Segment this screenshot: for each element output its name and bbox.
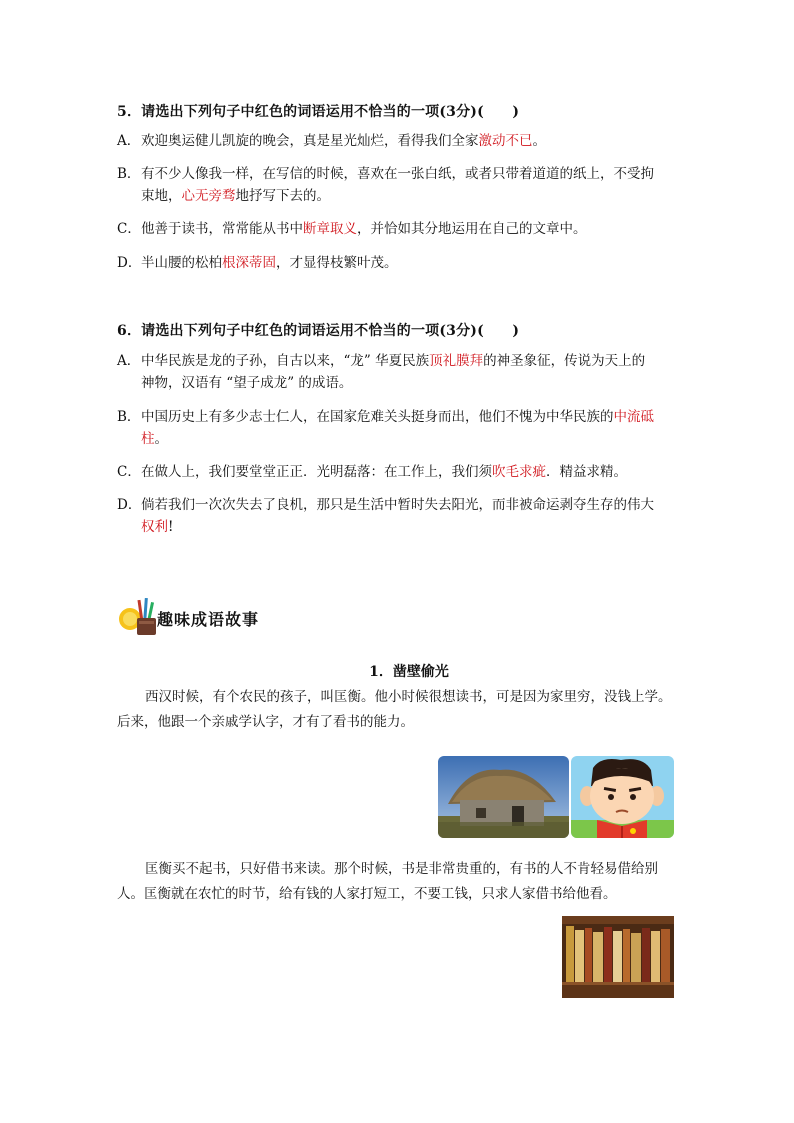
option-label: C． xyxy=(117,464,141,480)
story-paragraph-1: 西汉时候，有个农民的孩子，叫匡衡。他小时候很想读书，可是因为家里穷，没钱上学。后来，他跟一个亲戚学认字，才有了看书的能力。 xyxy=(117,689,672,730)
option-text: 他善于读书，常常能从书中 xyxy=(141,221,303,237)
story-title: 1．凿壁偷光 xyxy=(369,664,449,680)
red-phrase: 心无旁骛 xyxy=(181,188,236,204)
q6-option-c xyxy=(117,461,677,483)
red-phrase: 根深蒂固 xyxy=(222,255,276,271)
option-label: A． xyxy=(117,133,141,149)
option-text: 地抒写下去的。 xyxy=(235,188,330,204)
option-text: ，并恰如其分地运用在自己的文章中。 xyxy=(357,221,587,237)
q5-option-a xyxy=(117,130,677,152)
option-label: D． xyxy=(117,255,142,271)
option-text: 中华民族是龙的子孙，自古以来，“龙” 华夏民族 xyxy=(141,353,430,369)
q6-option-a xyxy=(117,350,677,394)
red-phrase: 柱 xyxy=(141,431,155,447)
bookshelf-image xyxy=(562,916,674,998)
option-text: 倘若我们一次次失去了良机，那只是生活中暂时失去阳光，而非被命运剥夺生存的伟大 xyxy=(141,497,654,513)
pencil-cup-icon xyxy=(117,596,161,636)
option-text: 欢迎奥运健儿凯旋的晚会，真是星光灿烂，看得我们全家 xyxy=(141,133,479,149)
option-label: D． xyxy=(117,497,142,513)
option-text: 半山腰的松柏 xyxy=(141,255,222,271)
option-text: 在做人上，我们要堂堂正正．光明磊落：在工作上，我们须 xyxy=(141,464,492,480)
option-text: ．精益求精。 xyxy=(546,464,627,480)
red-phrase: 激动不已 xyxy=(478,133,533,149)
red-phrase: 权利 xyxy=(141,519,168,535)
q5-option-d xyxy=(117,252,677,274)
thatched-house-image xyxy=(438,756,569,838)
q6-option-d xyxy=(117,494,677,538)
red-phrase: 顶礼膜拜 xyxy=(429,353,484,369)
q5-option-b xyxy=(117,163,677,207)
option-label: B． xyxy=(117,409,141,425)
question-6-title: 6．请选出下列句子中红色的词语运用不恰当的一项(3分)( ) xyxy=(117,323,520,339)
red-phrase: 断章取义 xyxy=(303,221,357,237)
option-text: 。 xyxy=(154,431,168,447)
cartoon-boy-reading-image xyxy=(571,756,674,838)
option-text: 的神圣象征，传说为天上的 xyxy=(483,353,646,369)
option-text: 神物，汉语有 “望子成龙” 的成语。 xyxy=(141,375,353,391)
q6-option-b xyxy=(117,406,677,450)
q5-option-c xyxy=(117,218,677,240)
option-label: A． xyxy=(117,353,141,369)
option-text: 有不少人像我一样，在写信的时候，喜欢在一张白纸，或者只带着道道的纸上，不受拘 xyxy=(141,166,654,182)
idiom-story-banner xyxy=(117,596,259,636)
red-phrase: 吹毛求疵 xyxy=(492,464,546,480)
option-label: C． xyxy=(117,221,141,237)
option-text: ，才显得枝繁叶茂。 xyxy=(276,255,398,271)
option-text: ! xyxy=(168,519,174,535)
story-paragraph-2: 匡衡买不起书，只好借书来读。那个时候，书是非常贵重的，有书的人不肯轻易借给别人。匡衡就在农忙的时节，给有钱的人家打短工，不要工钱，只求人家借书给他看。 xyxy=(117,861,658,902)
banner-title: 趣味成语故事 xyxy=(157,610,260,629)
option-text: 束地， xyxy=(141,188,182,204)
red-phrase: 中流砥 xyxy=(613,409,654,425)
question-5-title: 5．请选出下列句子中红色的词语运用不恰当的一项(3分)( ) xyxy=(117,104,520,120)
option-label: B． xyxy=(117,166,141,182)
option-text: 。 xyxy=(532,133,546,149)
option-text: 中国历史上有多少志士仁人，在国家危难关头挺身而出，他们不愧为中华民族的 xyxy=(141,409,614,425)
